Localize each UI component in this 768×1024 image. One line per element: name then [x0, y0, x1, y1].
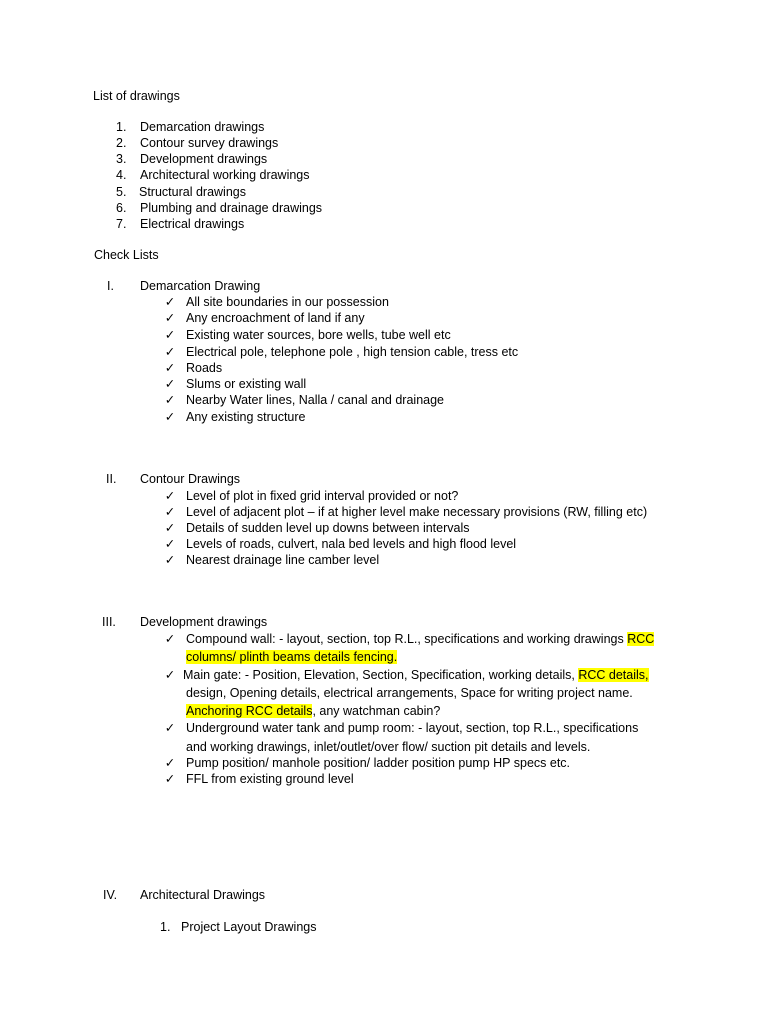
- section-title: Demarcation Drawing: [140, 279, 261, 293]
- checklist-item: [183, 667, 649, 683]
- checklist-item-continuation: design, Opening details, electrical arrangements, Space for writing project name.: [186, 686, 633, 700]
- check-icon: ✓: [164, 295, 176, 309]
- list-title: List of drawings: [93, 89, 180, 103]
- check-icon: ✓: [164, 328, 176, 342]
- list-item: Structural drawings: [139, 185, 246, 199]
- checklist-item-continuation: [186, 703, 440, 719]
- checklist-item: Electrical pole, telephone pole , high tension cable, tress etc: [186, 345, 519, 359]
- checklist-item: Levels of roads, culvert, nala bed levels and high flood level: [186, 537, 517, 551]
- check-icon: ✓: [164, 553, 176, 567]
- check-icon: ✓: [164, 377, 176, 391]
- checklist-item: Pump position/ manhole position/ ladder position pump HP specs etc.: [186, 756, 571, 770]
- checklist-item: Slums or existing wall: [186, 377, 307, 391]
- checklist-item: Existing water sources, bore wells, tube well etc: [186, 328, 451, 342]
- list-item-number: 1.: [116, 120, 127, 134]
- checklist-item: Nearby Water lines, Nalla / canal and drainage: [186, 393, 445, 407]
- check-icon: ✓: [164, 521, 176, 535]
- list-item-number: 5.: [116, 185, 127, 199]
- section-number: IV.: [103, 888, 118, 902]
- highlighted-text: RCC details,: [578, 668, 649, 682]
- section-number: II.: [106, 472, 117, 486]
- item-text: , any watchman cabin?: [312, 704, 441, 718]
- sub-list-item: Project Layout Drawings: [181, 920, 317, 934]
- sub-list-item-number: 1.: [160, 920, 171, 934]
- check-icon: ✓: [164, 361, 176, 375]
- list-item: Demarcation drawings: [140, 120, 265, 134]
- section-title: Development drawings: [140, 615, 268, 629]
- checklist-item: Any encroachment of land if any: [186, 311, 365, 325]
- checklist-item: FFL from existing ground level: [186, 772, 354, 786]
- section-number: I.: [107, 279, 114, 293]
- check-icon: ✓: [164, 505, 176, 519]
- list-item: Architectural working drawings: [140, 168, 310, 182]
- list-item: Electrical drawings: [140, 217, 245, 231]
- checklist-item: Level of plot in fixed grid interval provided or not?: [186, 489, 459, 503]
- checklist-item: Roads: [186, 361, 223, 375]
- list-item-number: 2.: [116, 136, 127, 150]
- list-item: Contour survey drawings: [140, 136, 279, 150]
- list-item: Development drawings: [140, 152, 268, 166]
- checklist-item: [186, 631, 654, 647]
- section-title: Contour Drawings: [140, 472, 241, 486]
- check-icon: ✓: [164, 632, 176, 646]
- check-icon: ✓: [164, 537, 176, 551]
- check-icon: ✓: [164, 756, 176, 770]
- highlighted-text: Anchoring RCC details: [186, 704, 313, 718]
- highlighted-text: RCC: [627, 632, 655, 646]
- list-item-number: 6.: [116, 201, 127, 215]
- checklist-item: Any existing structure: [186, 410, 306, 424]
- item-text: Main gate: - Position, Elevation, Section, Specification, working details,: [183, 668, 579, 682]
- check-icon: ✓: [164, 721, 176, 735]
- list-item: Plumbing and drainage drawings: [140, 201, 323, 215]
- check-icon: ✓: [164, 393, 176, 407]
- section-title: Architectural Drawings: [140, 888, 266, 902]
- checklist-item-continuation: and working drawings, inlet/outlet/over flow/ suction pit details and levels.: [186, 740, 591, 754]
- checklist-item: Underground water tank and pump room: - layout, section, top R.L., specifications: [186, 721, 639, 735]
- list-item-number: 4.: [116, 168, 127, 182]
- checklist-item: Nearest drainage line camber level: [186, 553, 380, 567]
- section-number: III.: [102, 615, 116, 629]
- check-icon: ✓: [164, 311, 176, 325]
- check-icon: ✓: [164, 772, 176, 786]
- list-item-number: 3.: [116, 152, 127, 166]
- checklist-item-continuation: [186, 649, 397, 665]
- highlighted-text: columns/ plinth beams details fencing.: [186, 650, 398, 664]
- checklist-item: Details of sudden level up downs between intervals: [186, 521, 470, 535]
- check-icon: ✓: [164, 410, 176, 424]
- check-icon: ✓: [164, 668, 176, 682]
- check-icon: ✓: [164, 489, 176, 503]
- checklists-title: Check Lists: [94, 248, 159, 262]
- checklist-item: Level of adjacent plot – if at higher level make necessary provisions (RW, filling etc): [186, 505, 648, 519]
- checklist-item: All site boundaries in our possession: [186, 295, 389, 309]
- list-item-number: 7.: [116, 217, 127, 231]
- check-icon: ✓: [164, 345, 176, 359]
- item-text: Compound wall: - layout, section, top R.L., specifications and working drawings: [186, 632, 628, 646]
